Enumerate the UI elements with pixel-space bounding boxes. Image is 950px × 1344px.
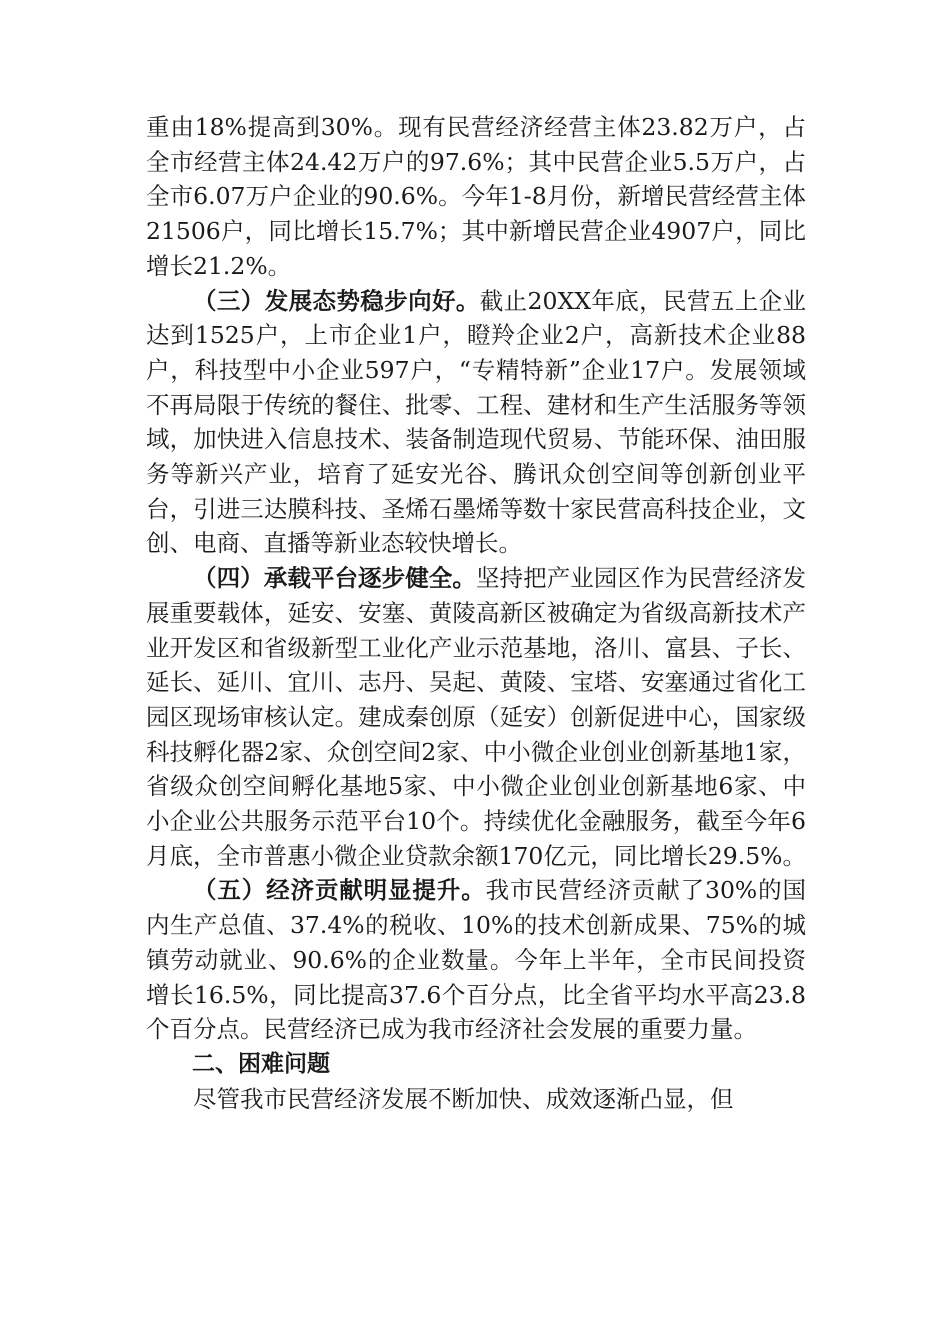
paragraph-3 [146,561,806,873]
paragraph-4 [146,873,806,1047]
paragraph-4-text: 我市民营经济贡献了30%的国内生产总值、37.4%的税收、10%的技术创新成果、75%的城镇劳动就业、90.6%的企业数量。今年上半年，全市民间投资增长16.5%，同比提高37.6个百分点，比全省平均水平高23.8个百分点。民营经济已成为我市经济社会发展的重要力量。 [146,876,807,1044]
paragraph-4-lead: （五）经济贡献明显提升。 [193,876,486,905]
paragraph-3-text: 坚持把产业园区作为民营经济发展重要载体，延安、安塞、黄陵高新区被确定为省级高新技术产业开发区和省级新型工业化产业示范基地，洛川、富县、子长、延长、延川、宜川、志丹、吴起、黄陵、宝塔、安塞通过省化工园区现场审核认定。建成秦创原（延安）创新促进中心，国家级科技孵化器2家、众创空间2家、中小微企业创业创新基地1家，省级众创空间孵化基地5家、中小微企业创业创新基地6家、中小企业公共服务示范平台10个。持续优化金融服务，截至今年6月底，全市普惠小微企业贷款余额170亿元，同比增长29.5%。 [146,564,807,870]
paragraph-5-text: 尽管我市民营经济发展不断加快、成效逐渐凸显，但 [193,1084,734,1113]
paragraph-1 [146,110,806,284]
paragraph-2-text: 截止20XX年底，民营五上企业达到1525户，上市企业1户，瞪羚企业2户，高新技术企业88户，科技型中小企业597户，“专精特新”企业17户。发展领域不再局限于传统的餐住、批零、工程、建材和生产生活服务等领域，加快进入信息技术、装备制造现代贸易、节能环保、油田服务等新兴产业，培育了延安光谷、腾讯众创空间等创新创业平台，引进三达膜科技、圣烯石墨烯等数十家民营高科技企业，文创、电商、直播等新业态较快增长。 [146,286,806,558]
paragraph-2-lead: （三）发展态势稳步向好。 [193,286,480,315]
paragraph-3-lead: （四）承载平台逐步健全。 [193,564,476,593]
paragraph-2 [146,284,806,562]
section-heading: 二、困难问题 [192,1050,330,1077]
paragraph-5 [146,1082,806,1117]
document-page [146,110,806,1116]
paragraph-1-text: 重由18%提高到30%。现有民营经济经营主体23.82万户，占全市经营主体24.42万户的97.6%；其中民营企业5.5万户，占全市6.07万户企业的90.6%。今年1-8月份，新增民营经营主体21506户，同比增长15.7%；其中新增民营企业4907户，同比增长21.2%。 [146,113,806,280]
